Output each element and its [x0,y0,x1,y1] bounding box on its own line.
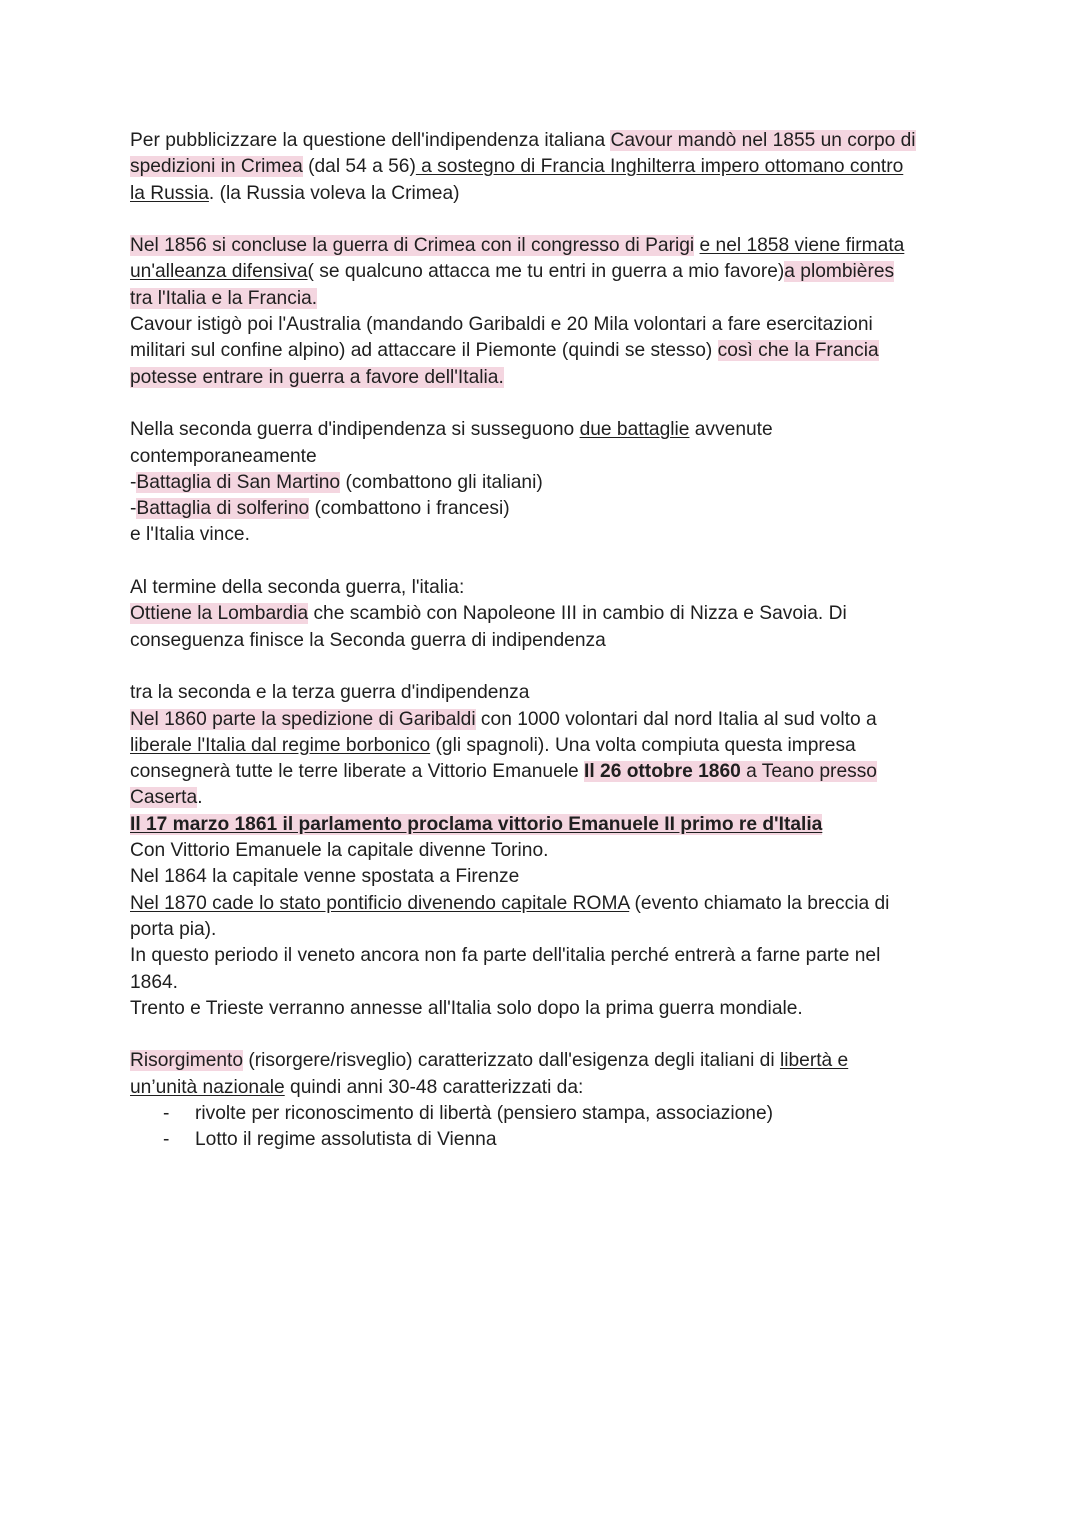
text-run: Trento e Trieste verranno annesse all'Italia solo dopo la prima guerra mondiale. [130,997,803,1019]
highlighted-text: spedizioni in Crimea [130,156,303,178]
text-line [130,838,950,864]
paragraph-end-second-war [130,575,950,654]
text-line [130,601,950,627]
text-line [130,1075,950,1101]
text-line [130,707,950,733]
paragraph-garibaldi-unification [130,680,950,1022]
text-run: Nella seconda guerra d'indipendenza si susseguono [130,419,580,441]
underlined-text: a sostegno di Francia Inghilterra impero ottomano contro [415,156,904,178]
text-line [130,444,950,470]
text-line [130,575,950,601]
highlighted-bold-text: Il 26 ottobre 1860 [584,761,741,783]
text-line [130,259,950,285]
text-line [130,917,950,943]
text-line [130,759,950,785]
list-item: - Lotto il regime assolutista di Vienna [130,1127,950,1153]
highlighted-text: Risorgimento [130,1050,244,1072]
text-run: 1864. [130,971,179,993]
text-line [130,812,950,838]
text-line [130,365,950,391]
text-run: conseguenza finisce la Seconda guerra di indipendenza [130,629,606,651]
highlighted-text: a plombières [784,261,895,283]
text-run: (risorgere/risveglio) caratterizzato dall'esigenza degli italiani di [243,1050,780,1072]
text-line [130,522,950,548]
text-run: contemporaneamente [130,445,317,467]
text-line [130,970,950,996]
text-line [130,312,950,338]
text-run: che scambiò con Napoleone III in cambio di Nizza e Savoia. Di [308,603,847,625]
underlined-text: la Russia [130,182,209,204]
highlighted-bold-underlined-text: Il 17 marzo 1861 il parlamento proclama vittorio Emanuele II primo re d'Italia [130,813,823,835]
paragraph-paris-congress [130,233,950,391]
text-run: (combattono gli italiani) [340,471,543,493]
text-run: Nel 1864 la capitale venne spostata a Firenze [130,866,520,888]
highlighted-text: Nel 1856 si concluse la guerra di Crimea con il congresso di Parigi [130,235,695,257]
text-run: Per pubblicizzare la questione dell'indipendenza italiana [130,130,611,151]
text-line [130,128,950,154]
highlighted-text: a Teano presso [740,761,877,783]
dash-list [130,1101,950,1154]
text-run: . [197,787,203,809]
text-run: quindi anni 30-48 caratterizzati da: [284,1076,584,1098]
text-line [130,233,950,259]
text-line [130,496,950,522]
text-run: . (la Russia voleva la Crimea) [208,182,460,204]
underlined-text: due battaglie [579,419,690,441]
paragraph-second-war [130,417,950,548]
text-line [130,628,950,654]
highlighted-text: Cavour mandò nel 1855 un corpo di [610,130,916,151]
paragraph-risorgimento [130,1048,950,1153]
text-run: Con Vittorio Emanuele la capitale divenne Torino. [130,840,549,862]
text-run: - [130,471,137,493]
text-run: In questo periodo il veneto ancora non fa parte dell'italia perché entrerà a farne parte nel [130,945,881,967]
highlighted-text: Battaglia di solferino [136,498,310,520]
text-line [130,785,950,811]
text-line [130,943,950,969]
text-run: Al termine della seconda guerra, l'italia: [130,577,465,599]
paragraph-crimea-expedition [130,128,950,207]
text-run: (dal 54 a 56) [302,156,416,178]
underlined-text: libertà e [779,1050,849,1072]
text-run: militari sul confine alpino) ad attaccare il Piemonte (quindi se stesso) [130,340,718,362]
text-run: e l'Italia vince. [130,524,250,546]
underlined-text: un’unità nazionale [130,1076,285,1098]
text-line [130,154,950,180]
text-run: porta pia). [130,918,217,940]
text-line [130,680,950,706]
highlighted-text: così che la Francia [717,340,879,362]
text-line [130,996,950,1022]
underlined-text: Nel 1870 cade lo stato pontificio divenendo capitale ROMA [130,892,630,914]
text-run: ( se qualcuno attacca me tu entri in guerra a mio favore) [307,261,785,283]
highlighted-text: Ottiene la Lombardia [130,603,309,625]
document-page [130,128,950,1180]
text-run: (combattono i francesi) [309,498,510,520]
text-run: avvenute [689,419,773,441]
text-run: Cavour istigò poi l'Australia (mandando Garibaldi e 20 Mila volontari a fare esercitazioni [130,314,873,336]
underlined-text: e nel 1858 viene firmata [699,235,905,257]
text-line [130,864,950,890]
highlighted-text: Caserta [130,787,198,809]
text-run: (gli spagnoli). Una volta compiuta questa impresa [430,734,856,756]
text-line [130,891,950,917]
text-line [130,181,950,207]
underlined-text: un'alleanza difensiva [130,261,308,283]
text-line [130,1048,950,1074]
underlined-text: liberale l'Italia dal regime borbonico [130,734,431,756]
text-run: - [130,498,137,520]
text-run: consegnerà tutte le terre liberate a Vittorio Emanuele [130,761,585,783]
text-line [130,470,950,496]
list-item: - rivolte per riconoscimento di libertà (pensiero stampa, associazione) [130,1101,950,1127]
highlighted-text: Nel 1860 parte la spedizione di Garibaldi [130,708,476,730]
highlighted-text: Battaglia di San Martino [136,471,341,493]
text-run: (evento chiamato la breccia di [629,892,890,914]
text-line [130,286,950,312]
text-line [130,417,950,443]
text-run: tra la seconda e la terza guerra d'indipendenza [130,682,530,704]
text-line [130,338,950,364]
text-line [130,733,950,759]
highlighted-text: potesse entrare in guerra a favore dell'Italia. [130,366,504,388]
text-run: con 1000 volontari dal nord Italia al sud volto a [475,708,877,730]
highlighted-text: tra l'Italia e la Francia. [130,287,318,309]
